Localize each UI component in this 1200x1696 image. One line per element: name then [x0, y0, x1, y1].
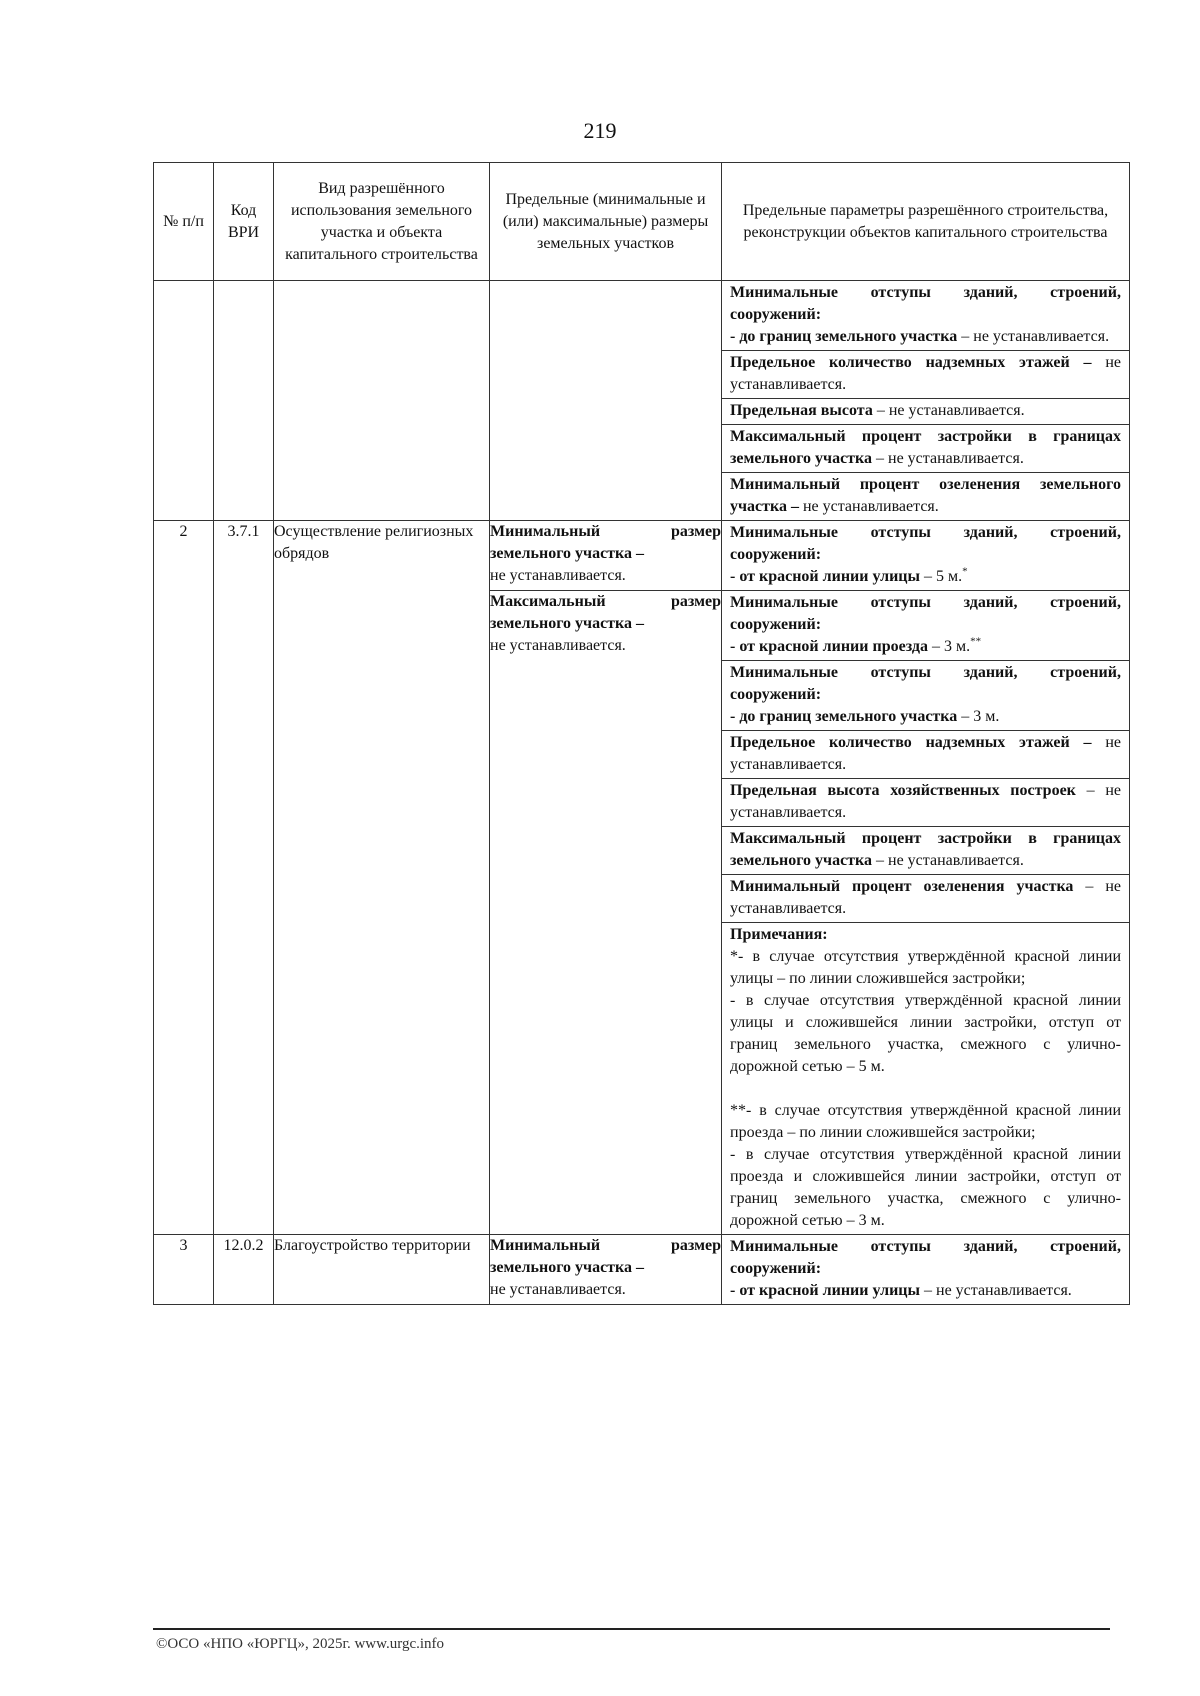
- footnote-mark: **: [970, 635, 982, 648]
- param-head: Максимальный процент застройки в границах земельного участка: [730, 830, 1121, 869]
- header-size: Предельные (минимальные и (или) максимальные) размеры земельных участков: [490, 163, 722, 281]
- table-row: [154, 521, 1130, 591]
- min-size-head: Минимальный размер земельного участка –: [490, 1237, 721, 1276]
- footer-divider: [153, 1628, 1110, 1630]
- param-text: – не устанавливается.: [872, 402, 1025, 419]
- param-text: – не устанавливается.: [730, 782, 1121, 821]
- code-cell: 12.0.2: [214, 1235, 274, 1305]
- type-cell: Благоустройство территории: [274, 1235, 490, 1305]
- param-block: [722, 399, 1129, 425]
- num-cell: 3: [154, 1235, 214, 1305]
- note-text: - в случае отсутствия утверждённой красной линии улицы и сложившейся линии застройки, отступ от границ земельного участка, смежного с улично-дорожной сетью – 5 м.: [730, 992, 1121, 1075]
- param-block: [722, 779, 1129, 827]
- regulations-table: [153, 162, 1130, 1305]
- param-sub: - до границ земельного участка: [730, 708, 958, 725]
- header-type: Вид разрешённого использования земельного участка и объекта капитального строительства: [274, 163, 490, 281]
- header-code: Код ВРИ: [214, 163, 274, 281]
- footnote-mark: *: [962, 565, 968, 578]
- param-text: – не устанавливается.: [920, 1282, 1072, 1299]
- param-text: – 3 м.: [957, 708, 1000, 725]
- params-cell: [722, 281, 1130, 521]
- param-head: Предельное количество надземных этажей –: [730, 734, 1092, 751]
- param-block: [722, 281, 1129, 351]
- param-text: не устанавливается.: [730, 354, 1121, 393]
- param-head: Предельное количество надземных этажей –: [730, 354, 1092, 371]
- param-block: [722, 1235, 1129, 1304]
- params-cell: [722, 1235, 1130, 1305]
- param-head: Минимальные отступы зданий, строений, сооружений:: [730, 284, 1121, 323]
- min-size-text: не устанавливается.: [490, 1281, 626, 1298]
- param-block: [722, 591, 1129, 661]
- params-cell: [722, 521, 1130, 591]
- type-cell: [274, 281, 490, 521]
- size-cell: [490, 281, 722, 521]
- param-sub: - от красной линии улицы: [730, 568, 920, 585]
- footer-text: ©ОСО «НПО «ЮРГЦ», 2025г. www.urgc.info: [156, 1636, 445, 1652]
- param-sub: - от красной линии проезда: [730, 638, 928, 655]
- page-number: 219: [583, 118, 617, 143]
- param-text: – 3 м.: [927, 638, 971, 655]
- table-row: [154, 1235, 1130, 1305]
- param-text: не устанавливается.: [798, 498, 939, 515]
- param-head: Предельная высота: [730, 402, 873, 419]
- param-head: Предельная высота хозяйственных построек: [730, 782, 1076, 799]
- param-block: [722, 731, 1129, 779]
- param-text: – не устанавливается.: [957, 328, 1110, 345]
- param-head: Минимальные отступы зданий, строений, сооружений:: [730, 664, 1121, 703]
- param-head: Минимальные отступы зданий, строений, сооружений:: [730, 524, 1121, 563]
- type-cell: Осуществление религиозных обрядов: [274, 521, 490, 1235]
- code-cell: 3.7.1: [214, 521, 274, 1235]
- param-block: [722, 875, 1129, 923]
- header-params: Предельные параметры разрешённого строительства, реконструкции объектов капитального строительства: [722, 163, 1130, 281]
- param-text: – не устанавливается.: [730, 878, 1121, 917]
- max-size-head: Максимальный размер земельного участка –: [490, 593, 721, 632]
- param-text: – не устанавливается.: [872, 450, 1024, 467]
- param-head: Максимальный процент застройки в границах земельного участка: [730, 428, 1121, 467]
- param-head: Минимальный процент озеленения земельного участка –: [730, 476, 1121, 515]
- param-text: не устанавливается.: [730, 734, 1121, 773]
- header-num: № п/п: [154, 163, 214, 281]
- param-sub: - до границ земельного участка: [730, 328, 958, 345]
- param-block: [722, 661, 1129, 731]
- param-block: [722, 521, 1129, 590]
- num-cell: 2: [154, 521, 214, 1235]
- param-block: [722, 351, 1129, 399]
- params-cell: [722, 591, 1130, 1235]
- size-cell: [490, 591, 722, 1235]
- code-cell: [214, 281, 274, 521]
- min-size-text: не устанавливается.: [490, 567, 626, 584]
- max-size-text: не устанавливается.: [490, 637, 626, 654]
- table-row: [154, 281, 1130, 521]
- header-row: [154, 163, 1130, 281]
- param-sub: - от красной линии улицы: [730, 1282, 920, 1299]
- param-text: – не устанавливается.: [872, 852, 1024, 869]
- notes-block: [722, 923, 1129, 1234]
- min-size-head: Минимальный размер земельного участка –: [490, 523, 721, 562]
- param-head: Минимальный процент озеленения участка: [730, 878, 1074, 895]
- param-text: – 5 м.: [920, 568, 963, 585]
- size-cell: [490, 1235, 722, 1305]
- note-text: - в случае отсутствия утверждённой красной линии проезда и сложившейся линии застройки, отступ от границ земельного участка, смежного с улично-дорожной сетью – 3 м.: [730, 1146, 1121, 1229]
- param-block: [722, 827, 1129, 875]
- note-text: **- в случае отсутствия утверждённой красной линии проезда – по линии сложившейся застройки;: [730, 1102, 1121, 1141]
- param-block: [722, 425, 1129, 473]
- param-head: Минимальные отступы зданий, строений, сооружений:: [730, 594, 1121, 633]
- param-block: [722, 473, 1129, 520]
- notes-heading: Примечания:: [730, 926, 828, 943]
- size-cell: [490, 521, 722, 591]
- num-cell: [154, 281, 214, 521]
- param-head: Минимальные отступы зданий, строений, сооружений:: [730, 1238, 1121, 1277]
- note-text: *- в случае отсутствия утверждённой красной линии улицы – по линии сложившейся застройки;: [730, 948, 1121, 987]
